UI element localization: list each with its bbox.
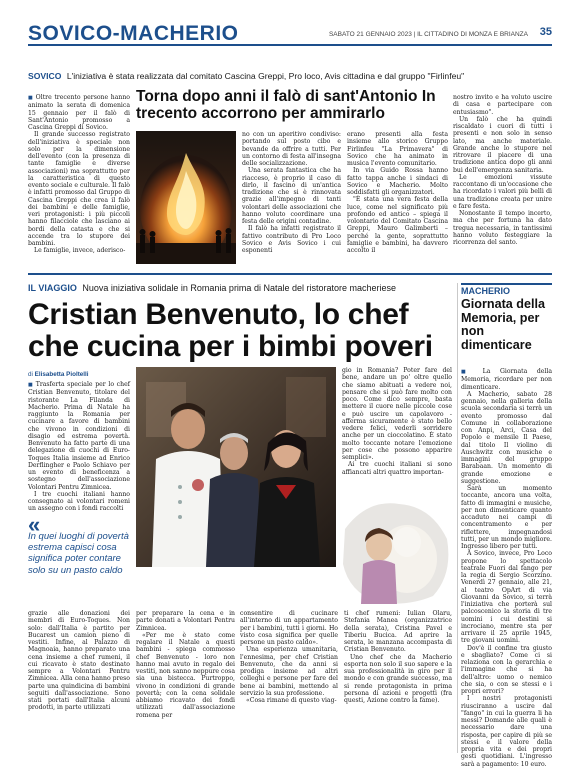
paragraph: "È stata una vera festa della luce, come nel significato più profondo ed antico – spiega il volontario del Comitato Cascina Greppi, Mauro Galimberti – perché la gente, soprattutto famiglie e bambini, ha davvero accolto il <box>347 196 448 254</box>
article2-kicker-tag: IL VIAGGIO <box>28 283 77 293</box>
sidebar-tag: MACHERIO <box>461 286 510 296</box>
paragraph: Dov'è il confine tra giusto e sbagliato? Come ci si relaziona con la gerarchia e l'immagine che si ha dell'altro: uomo o nemico che sia, o con se stessi e i propri errori? <box>461 644 552 695</box>
chefs-photo <box>136 367 336 567</box>
pull-quote <box>28 512 130 576</box>
paragraph: «Cosa rimane di questo viag- <box>246 697 337 704</box>
article2-kicker <box>28 283 440 293</box>
pull-quote-text: In quei luoghi di povertà estrema capisci cosa significa poter contare solo su un pasto caldo <box>28 531 129 576</box>
paragraph: Nonostante il tempo incerto, ma che per fortuna ha dato tregua necessaria, in tantissimi hanno voluto festeggiare la ricorrenza del santo. <box>453 210 552 246</box>
paragraph: Il grande successo registrato dell'iniziativa è speciale non solo per la dimensione dell'evento (con la presenza di tante famiglie e diverse associazioni) ma soprattutto per la caratteristica di questo evento sociale e culturale. Il falò è infatti promosso dal Gruppo di Cascina Greppi che crea il falò dei bambini e delle famiglie, veri protagonisti: i più piccoli hanno filacciole che lasciano ai bordi della catasta e che si accende tra lo stupore dei bambini. <box>28 131 130 247</box>
children-photo <box>337 484 455 607</box>
byline-prefix: di <box>28 371 33 378</box>
paragraph: I tre cuochi italiani hanno consegnato ai volontari romeni un assegno con i fondi raccolti <box>28 490 130 513</box>
paragraph: ti chef rumeni: Iulian Olaru, Stefania Manea (organizzatrice della serata), Cristina Pavel e Tiberiu Bucica. Ad aprire la serata, le manzana accompasta di Cristian Benvenuto. <box>344 610 452 654</box>
byline <box>28 371 89 378</box>
quote-mark-icon: « <box>28 512 41 537</box>
article1-kicker-tag: SOVICO <box>28 71 62 81</box>
children-illustration <box>337 484 455 607</box>
sidebar-body <box>461 368 552 768</box>
article2-column-2 <box>136 610 235 758</box>
paragraph: consentire di cucinare all'interno di un appartamento per i bambini, tutti i giorni. Ho visto cosa significa per quelle persone un pasto caldo». <box>240 610 338 646</box>
bonfire-illustration <box>136 131 236 264</box>
paragraph: grazie alle donazioni dei membri di Euro-Toques. Non solo: dall'Italia è partito per Bucarest un camion pieno di vestiti. Infine, al Palazzo di Magnoaia, hanno preparato una cena insieme a chef rumeni, il cui ricavato è stato destinato sempre a Volontari Pentru Zimnicea. Alla cena hanno preso parte una quindicina di bambini seguiti dall'associazione. Sono stati portati dall'Italia alcuni prodotti, in parte utilizzati <box>28 610 130 712</box>
article2-kicker-text: Nuova iniziativa solidale in Romania prima di Natale del ristoratore macheriese <box>82 283 397 293</box>
article1-column-3 <box>347 131 448 268</box>
article2-column-4 <box>344 610 452 758</box>
article1-kicker-text: L'iniziativa è stata realizzata dal comitato Cascina Greppi, Pro loco, Avis cittadina e dal gruppo "Firlinfeu" <box>66 71 465 81</box>
section-divider <box>28 273 552 275</box>
paragraph: A Macherio, sabato 28 gennaio, nella galleria della scuola secondaria si terrà un evento promosso dal Comune in collaborazione con Anpi, Arci, Casa del Popolo e mensile Il Paese, dal titolo Il violino di Auschwitz con musiche e immagini del gruppo Barabaan. Un momento di grande emozione e suggestione. <box>461 390 552 485</box>
paragraph: «Per me è stato come regalare il Natale a questi bambini - spiega commosso chef Benvenuto - loro non hanno mai avuto in regalo dei vestiti, non sanno neppure cosa sia una bistecca. Purtroppo, vivono in condizioni di grande povertà; con la cena solidale abbiamo ricavato dei fondi utilizzati dall'associazione romena per <box>136 631 235 719</box>
article1-column-2 <box>242 131 341 268</box>
paragraph: Il falò ha infatti registrato il fattivo contributo di Pro Loco Sovico e Avis Sovico i cui esponenti <box>242 225 341 254</box>
paragraph: gio in Romania? Poter fare del bene, andare un po' oltre quello che siamo abituati a vedere noi, pensare che si può fare molto con poco. Come dico sempre, basta mettere il cuore nelle piccole cose e può uscire un capolavoro - afferma sicuramente è stato bello vedere felici, vederli sorridere anche per un cioccolatino. È stato molto toccante notare l'emozione per cose che possono apparire semplici». <box>342 367 452 461</box>
page-masthead <box>28 22 552 46</box>
sidebar-header <box>461 283 552 296</box>
paragraph: nostro invito e ha voluto uscire di casa e partecipare con entusiasmo". <box>453 94 552 116</box>
sidebar-title: Giornata della Memoria, per non dimenticare <box>461 297 545 352</box>
article2-headline: Cristian Benvenuto, lo chef che cucina per i bimbi poveri <box>28 298 433 363</box>
issue-info: SABATO 21 GENNAIO 2023 | IL CITTADINO DI MONZA E BRIANZA <box>328 31 528 38</box>
paragraph: Una esperienza umanitaria, l'ennesima, per chef Cristian Benvenuto, che da anni si prodiga insieme ad altri colleghi e persone per fare del bene ai bambini, mettendo al servizio la sua professione. <box>240 646 338 697</box>
chefs-illustration <box>136 367 336 567</box>
paragraph: Ai tre cuochi italiani si sono affiancati altri quattro importan- <box>342 461 452 476</box>
byline-author: Elisabetta Pioltelli <box>34 371 89 378</box>
article2-column-1 <box>28 381 130 527</box>
article2-column-1b <box>28 610 130 758</box>
article2-column-3 <box>342 367 452 481</box>
sidebar-divider <box>457 283 458 753</box>
paragraph: erano presenti alla festa insieme allo storico Gruppo Firlinfeu "La Primavera" di Sovico che ha animato in musica l'evento comunitario. <box>347 131 448 167</box>
article1-column-4 <box>453 94 552 270</box>
paragraph: Le emozioni vissute raccontano di un'occasione che ha ricordato i valori più belli di una tradizione creata per unire e fare festa. <box>453 173 552 210</box>
paragraph: I nostri protagonisti riusciranno a uscire dal "fango" in cui la guerra li ha messi? Domande alle quali è necessario dare una risposta, per capire di più se stessi e il valore della propria vita e dei propri gesti quotidiani. L'ingresso sarà a pagamento: 10 euro. <box>461 695 552 768</box>
paragraph: Uno chef che da Macherio esporta non solo il suo sapere e la sua professionalità in giro per il mondo e con grande successo, ma si rende protagonista in prima persona di azioni e progetti (fra questi, Azione contro la fame). <box>344 653 452 704</box>
page-number: 35 <box>539 26 552 38</box>
article1-headline: Torna dopo anni il falò di sant'Antonio In trecento accorrono per ammirarlo <box>136 88 436 122</box>
paragraph: A Sovico, invece, Pro Loco propone lo spettacolo teatrale Fuori dal fango per la regia di Sergio Scorzino. Venerdì 27 gennaio, alle 21, al teatro OpArt di via Giovanni da Sovico, si terrà l'iniziativa che porterà sul palcoscenico la storia di tre uomini i cui destini si incrociano, mentre sta per arrivare il 25 aprile 1945, tre giovani uomini. <box>461 550 552 645</box>
section-title: SOVICO-MACHERIO <box>28 22 239 45</box>
paragraph: Le famiglie, invece, aderisco- <box>34 247 126 255</box>
paragraph: Sarà un momento toccante, ancora una volta, fatto di immagini e musiche, per non dimenticare quanto accaduto nei campi di concentramento e per riflettere, impegnandosi tutti, per un mondo migliore. Ingresso libero per tutti. <box>461 485 552 550</box>
paragraph: Una serata fantastica che ha riacceso, è proprio il caso di dirlo, il fascino di un'antica tradizione che si è rinnovata grazie all'impegno di tanti volontari delle associazioni che hanno voluto coordinare una festa delle origini contadine. <box>242 167 341 225</box>
article1-column-1 <box>28 94 130 270</box>
paragraph: no con un aperitivo condiviso: portando sul posto cibo e bevande da offrire a tutti. Per un contorno di festa all'insegna delle socializzazione. <box>242 131 341 167</box>
article1-kicker <box>28 71 552 81</box>
paragraph: In via Guido Rossa hanno fatto tappa anche i sindaci di Sovico e Macherio. Molto soddisfatti gli organizzatori. <box>347 167 448 196</box>
paragraph: ■ Oltre trecento persone hanno animato la serata di domenica 15 gennaio per il falò di Sant'Antonio promosso a Cascina Greppi di Sovico. <box>28 94 130 131</box>
paragraph: per preparare la cena e in parte donati a Volontari Pentru Zimnicea. <box>136 610 235 632</box>
paragraph: ■ Trasferta speciale per lo chef Cristian Benvenuto, titolare del ristorante La Filanda di Macherio. Prima di Natale ha raggiunto la Romania per cucinare a favore di bambini che vivono in condizioni di disagio ed estrema povertà. Benvenuto ha fatto parte di una delegazione di cuochi di Euro-Toques Italia insieme ad Enrico Derflingher e Paolo Schiavo per un evento di beneficenza a sostegno dell'associazione Volontari Pentru Zimnicea. <box>28 381 130 491</box>
paragraph: ■ La Giornata della Memoria, ricordare per non dimenticare. <box>461 368 552 391</box>
bonfire-photo <box>136 131 236 264</box>
paragraph: Un falò che ha quindi riscaldato i cuori di tutti i presenti e non solo in senso lato, ma anche materiale. Grande anche lo stupore nel ritrovare il piacere di una tradizione antica dopo gli anni bui dell'emergenza sanitaria. <box>453 115 552 174</box>
article2-column-3b <box>240 610 338 758</box>
